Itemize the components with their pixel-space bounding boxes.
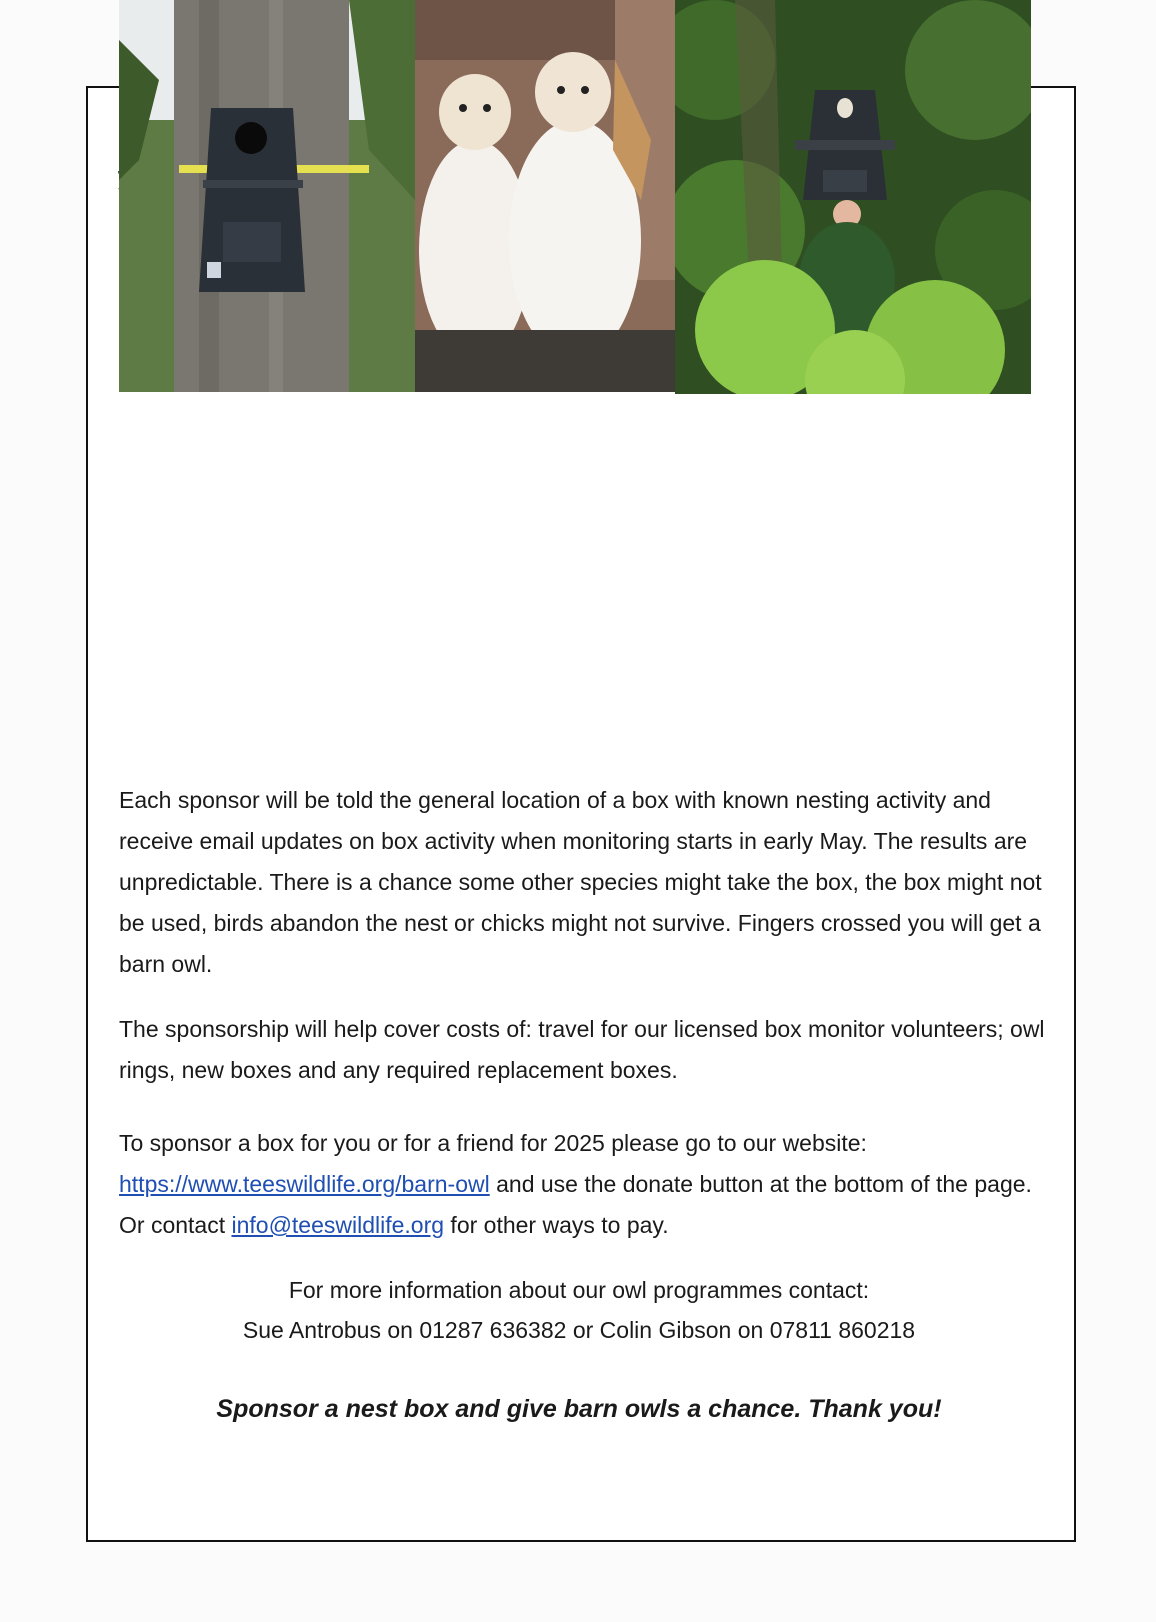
photo-barn-owl-chicks <box>415 0 675 392</box>
details-paragraph: Each sponsor will be told the general location of a box with known nesting activity and receive email updates on box activity when monitoring starts in early May. The results are unpredictable. There is a chance some other species might take the box, the box might not be used, birds abandon the nest or chicks might not survive. Fingers crossed you will get a barn owl. <box>119 787 1042 977</box>
costs-paragraph: The sponsorship will help cover costs of: travel for our licensed box monitor volunteers; owl rings, new boxes and any required replacement boxes. <box>119 1016 1045 1083</box>
photo-nest-box-in-foliage <box>675 0 1031 394</box>
sponsor-tail: for other ways to pay. <box>444 1212 669 1238</box>
photo-nest-box-on-tree <box>119 0 415 392</box>
sponsor-lead: To sponsor a box for you or for a friend for 2025 please go to our website: <box>119 1130 867 1156</box>
closing-message: Sponsor a nest box and give barn owls a chance. Thank you! <box>216 1395 942 1423</box>
email-link[interactable]: info@teeswildlife.org <box>231 1212 445 1238</box>
contact-line-2: Sue Antrobus on 01287 636382 or Colin Gibson on 07811 860218 <box>242 1317 916 1343</box>
contact-block <box>119 1270 1039 1350</box>
sponsor-middle: and use the donate button at the bottom of the page. Or contact <box>119 1171 1032 1238</box>
contact-line-1: For more information about our owl programmes contact: <box>288 1277 870 1303</box>
sponsor-paragraph <box>119 1123 1049 1246</box>
website-link[interactable]: https://www.teeswildlife.org/barn-owl <box>119 1171 490 1197</box>
